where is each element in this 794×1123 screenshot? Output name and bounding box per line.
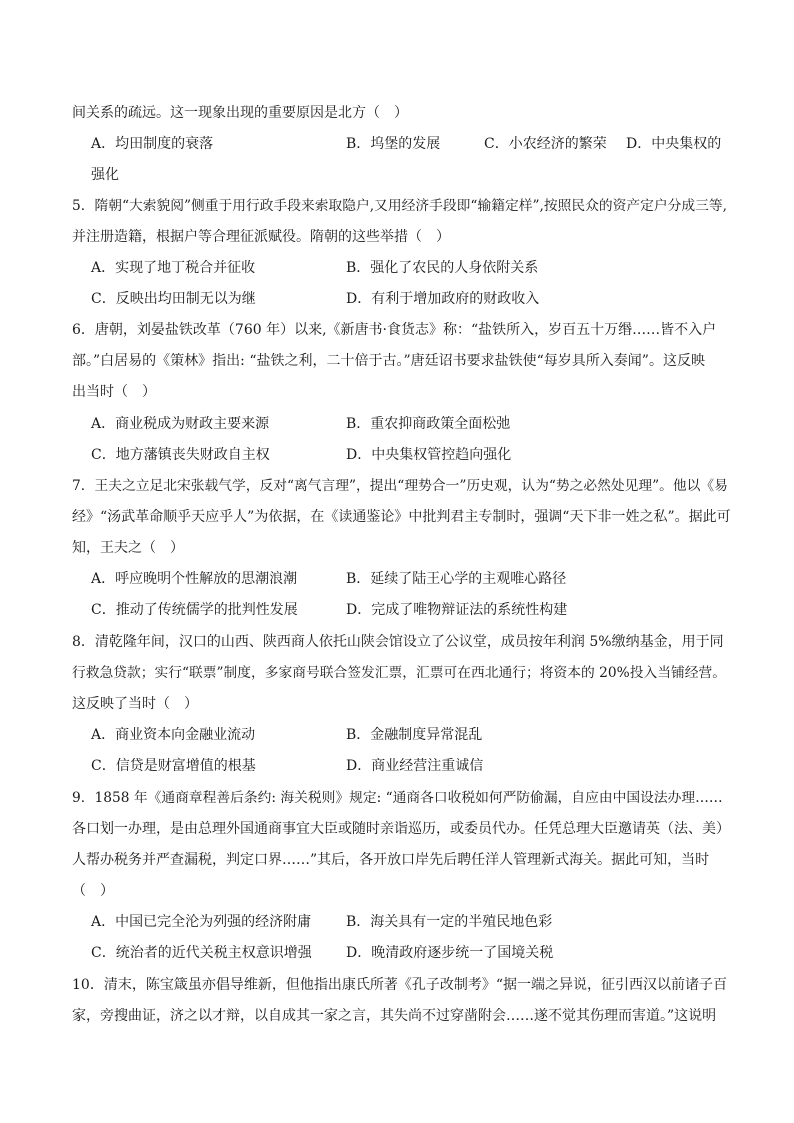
question-7-option-a: A．呼应晚明个性解放的思潮浪潮 bbox=[91, 571, 298, 587]
question-9-option-d: D．晚清政府逐步统一了国境关税 bbox=[346, 945, 554, 961]
question-4-option-b: B．坞堡的发展 bbox=[346, 136, 441, 152]
question-6-stem-line-1: 6．唐朝，刘晏盐铁改革（760 年）以来,《新唐书·食货志》称：“盐铁所入，岁百五十万缗……皆不入户 bbox=[72, 322, 717, 338]
question-10-stem-line-1: 10．清末，陈宝箴虽亦倡导维新，但他指出康氏所著《孔子改制考》“据一端之异说，征引西汉以前诸子百 bbox=[72, 977, 727, 993]
question-9-stem-line-3: 人帮办税务并严查漏税，判定口界……”其后，各开放口岸先后聘任洋人管理新式海关。据此可知，当时 bbox=[72, 852, 710, 868]
question-5-option-b: B．强化了农民的人身依附关系 bbox=[346, 260, 539, 276]
question-7-option-d: D．完成了唯物辩证法的系统性构建 bbox=[346, 602, 568, 618]
question-9-stem-line-1: 9．1858 年《通商章程善后条约: 海关税则》规定: “通商各口收税如何严防偷漏，自应由中国设法办理…… bbox=[72, 790, 723, 806]
question-8-option-a: A．商业资本向金融业流动 bbox=[91, 727, 256, 743]
question-6-option-d: D．中央集权管控趋向强化 bbox=[346, 447, 512, 463]
question-7-option-b: B．延续了陆王心学的主观唯心路径 bbox=[346, 571, 567, 587]
question-7-option-c: C．推动了传统儒学的批判性发展 bbox=[91, 602, 298, 618]
question-8-option-d: D．商业经营注重诚信 bbox=[346, 758, 484, 774]
question-4-option-c: C．小农经济的繁荣 bbox=[484, 136, 607, 152]
question-4-stem-line-1: 间关系的疏远。这一现象出现的重要原因是北方（ ） bbox=[72, 105, 408, 121]
question-7-stem-line-3: 知，王夫之（ ） bbox=[72, 540, 184, 556]
question-5-stem-line-2: 并注册造籍，根据户等合理征派赋役。隋朝的这些举措（ ） bbox=[72, 229, 450, 245]
question-8-stem-line-3: 这反映了当时（ ） bbox=[72, 696, 198, 712]
question-6-stem-line-2: 部。”白居易的《策林》指出: “盐铁之利，二十倍于古。”唐廷诏书要求盐铁使“每岁具所入奏闻”。这反映 bbox=[72, 353, 705, 369]
question-4-option-d-continued: 强化 bbox=[91, 167, 119, 183]
question-9-stem-line-4: （ ） bbox=[72, 883, 114, 899]
question-4-option-d: D．中央集权的 bbox=[626, 136, 722, 152]
question-6-stem-line-3: 出当时（ ） bbox=[72, 384, 156, 400]
question-6-option-b: B．重农抑商政策全面松弛 bbox=[346, 416, 511, 432]
question-6-option-a: A．商业税成为财政主要来源 bbox=[91, 416, 270, 432]
question-7-stem-line-1: 7．王夫之立足北宋张载气学，反对“离气言理”，提出“理势合一”历史观，认为“势之必然处见理”。他以《易 bbox=[72, 478, 728, 494]
question-8-option-c: C．信贷是财富增值的根基 bbox=[91, 758, 256, 774]
question-4-option-a: A．均田制度的衰落 bbox=[91, 136, 214, 152]
question-9-option-b: B．海关具有一定的半殖民地色彩 bbox=[346, 914, 553, 930]
question-5-option-d: D．有利于增加政府的财政收入 bbox=[346, 291, 540, 307]
question-9-option-a: A．中国已完全沦为列强的经济附庸 bbox=[91, 914, 312, 930]
question-8-stem-line-1: 8．清乾隆年间，汉口的山西、陕西商人依托山陕会馆设立了公议堂，成员按年利润 5%缴纳基金，用于同 bbox=[72, 634, 724, 650]
question-8-stem-line-2: 行救急贷款；实行“联票”制度，多家商号联合签发汇票，汇票可在西北通行；将资本的 20%投入当铺经营。 bbox=[72, 665, 726, 681]
question-8-option-b: B．金融制度异常混乱 bbox=[346, 727, 483, 743]
question-5-stem-line-1: 5．隋朝“大索貌阅”侧重于用行政手段来索取隐户,又用经济手段即“输籍定样”,按照民众的资产定户分成三等, bbox=[72, 198, 727, 214]
question-5-option-c: C．反映出均田制无以为继 bbox=[91, 291, 256, 307]
question-7-stem-line-2: 经》“汤武革命顺乎天应乎人”为依据，在《读通鉴论》中批判君主专制时，强调“天下非一姓之私”。据此可 bbox=[72, 509, 731, 525]
question-5-option-a: A．实现了地丁税合并征收 bbox=[91, 260, 256, 276]
question-9-option-c: C．统治者的近代关税主权意识增强 bbox=[91, 945, 312, 961]
question-10-stem-line-2: 家，旁搜曲证，济之以才辩，以自成其一家之言，其失尚不过穿凿附会……遂不觉其伤理而害道。”这说明 bbox=[72, 1008, 717, 1024]
question-6-option-c: C．地方藩镇丧失财政自主权 bbox=[91, 447, 270, 463]
question-9-stem-line-2: 各口划一办理，是由总理外国通商事宜大臣或随时亲诣巡历，或委员代办。任凭总理大臣邀请英（法、美） bbox=[72, 821, 730, 837]
